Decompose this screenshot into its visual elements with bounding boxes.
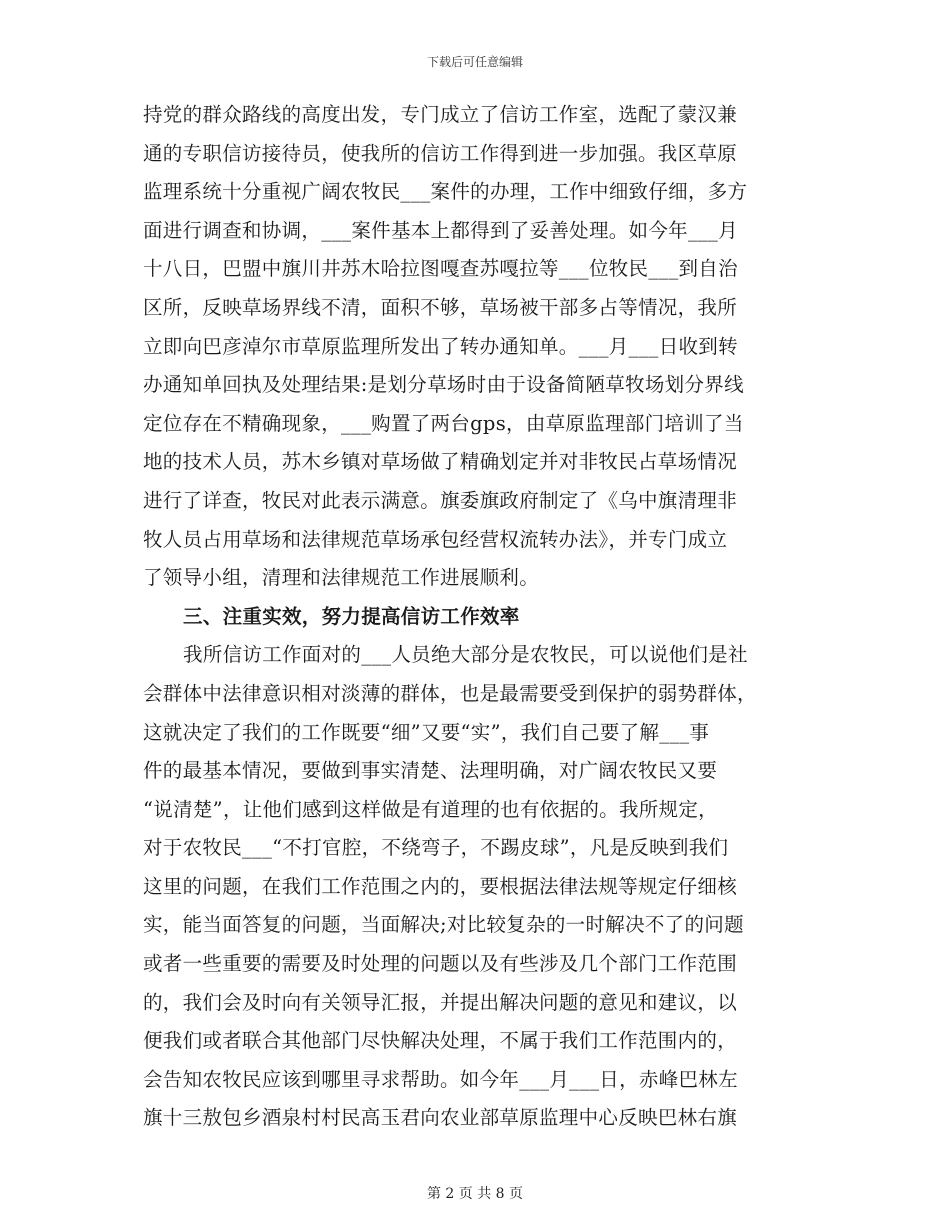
- document-body: [143, 96, 808, 1138]
- text-line: 立即向巴彦淖尔市草原监理所发出了转办通知单。___月___日收到转: [143, 334, 738, 358]
- text-line: 或者一些重要的需要及时处理的问题以及有些涉及几个部门工作范围: [143, 952, 738, 976]
- text-line: 通的专职信访接待员，使我所的信访工作得到进一步加强。我区草原: [143, 141, 738, 165]
- text-line: 这就决定了我们的工作既要“细”又要“实”，我们自己要了解___事: [143, 720, 710, 744]
- text-line: 持党的群众路线的高度出发，专门成立了信访工作室，选配了蒙汉兼: [143, 103, 738, 126]
- text-line: 我所信访工作面对的___人员绝大部分是农牧民，可以说他们是社: [183, 643, 748, 667]
- text-line: 定位存在不精确现象，___购置了两台gps，由草原监理部门培训了当: [143, 411, 744, 435]
- page-header: 下载后可任意编辑: [426, 55, 523, 69]
- text-line: 件的最基本情况，要做到事实清楚、法理明确，对广阔农牧民又要: [143, 759, 718, 783]
- text-line: 对于农牧民___“不打官腔，不绕弯子，不踢皮球”，凡是反映到我们: [143, 836, 729, 860]
- text-line: 这里的问题，在我们工作范围之内的，要根据法律法规等规定仔细核: [143, 874, 738, 898]
- text-line: 区所，反映草场界线不清，面积不够，草场被干部多占等情况，我所: [143, 295, 738, 319]
- text-line: 十八日，巴盟中旗川井苏木哈拉图嘎查苏嘎拉等___位牧民___到自治: [143, 257, 738, 281]
- text-line: 旗十三敖包乡酒泉村村民高玉君向农业部草原监理中心反映巴林右旗: [143, 1106, 738, 1130]
- text-line: 了领导小组，清理和法律规范工作进展顺利。: [143, 566, 540, 590]
- text-line: 会群体中法律意识相对淡薄的群体，也是最需要受到保护的弱势群体，: [143, 681, 757, 705]
- section-heading: 三、注重实效，努力提高信访工作效率: [183, 604, 520, 628]
- text-line: 牧人员占用草场和法律规范草场承包经营权流转办法》，并专门成立: [143, 527, 728, 551]
- text-line: 监理系统十分重视广阔农牧民___案件的办理，工作中细致仔细，多方: [143, 180, 748, 204]
- text-line: “说清楚”，让他们感到这样做是有道理的也有依据的。我所规定，: [143, 797, 718, 821]
- text-line: 会告知农牧民应该到哪里寻求帮助。如今年___月___日，赤峰巴林左: [143, 1067, 738, 1091]
- text-line: 办通知单回执及处理结果:是划分草场时由于设备简陋草牧场划分界线: [143, 373, 744, 397]
- text-line: 进行了详查，牧民对此表示满意。旗委旗政府制定了《乌中旗清理非: [143, 488, 738, 512]
- text-line: 地的技术人员，苏木乡镇对草场做了精确划定并对非牧民占草场情况: [143, 450, 738, 474]
- text-line: 便我们或者联合其他部门尽快解决处理，不属于我们工作范围内的，: [143, 1029, 738, 1053]
- text-line: 面进行调查和协调，___案件基本上都得到了妥善处理。如今年___月: [143, 218, 738, 242]
- text-line: 的，我们会及时向有关领导汇报，并提出解决问题的意见和建议，以: [143, 990, 738, 1014]
- text-line: 实，能当面答复的问题，当面解决;对比较复杂的一时解决不了的问题: [143, 913, 744, 937]
- page-footer: 第 2 页 共 8 页: [426, 1186, 524, 1202]
